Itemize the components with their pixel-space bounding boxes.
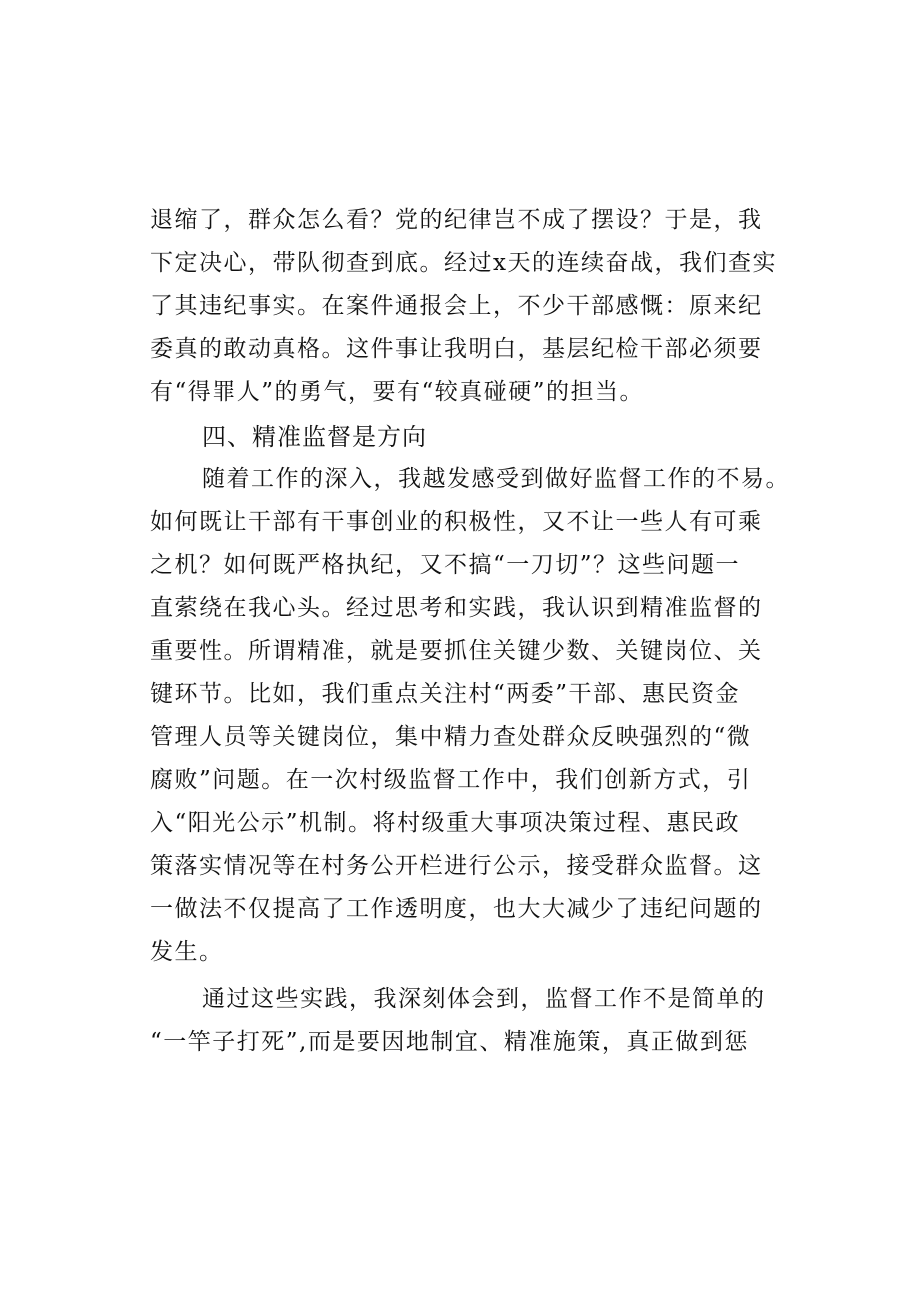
text-line: 随着工作的深入，我越发感受到做好监督工作的不易。 (202, 466, 790, 492)
text-line: 如何既让干部有干事创业的积极性，又不让一些人有可乘 (150, 509, 763, 535)
text-line: “一竿子打死”,而是要因地制宜、精准施策，真正做到惩 (150, 1029, 749, 1055)
text-line: 腐败”问题。在一次村级监督工作中，我们创新方式，引 (150, 767, 752, 793)
text-line: 退缩了，群众怎么看？党的纪律岂不成了摆设？于是，我 (150, 207, 763, 233)
text-line: 有“得罪人”的勇气，要有“较真碰硬”的担当。 (150, 379, 645, 405)
section-heading: 四、精准监督是方向 (202, 423, 427, 451)
text-line: 通过这些实践，我深刻体会到，监督工作不是简单的 (202, 986, 766, 1012)
text-line: 策落实情况等在村务公开栏进行公示，接受群众监督。这 (150, 853, 763, 879)
text-line: 一做法不仅提高了工作透明度，也大大减少了违纪问题的 (150, 896, 763, 922)
text-line: 键环节。比如，我们重点关注村“两委”干部、惠民资金 (150, 681, 741, 707)
text-line: 下定决心，带队彻查到底。经过x天的连续奋战，我们查实 (150, 250, 777, 276)
text-line: 管理人员等关键岗位，集中精力查处群众反映强烈的“微 (150, 724, 752, 750)
text-line: 发生。 (150, 939, 224, 965)
text-line: 委真的敢动真格。这件事让我明白，基层纪检干部必须要 (150, 336, 763, 362)
text-line: 了其违纪事实。在案件通报会上，不少干部感慨：原来纪 (150, 293, 763, 319)
text-line: 之机？如何既严格执纪，又不搞“一刀切”？这些问题一 (150, 552, 741, 578)
text-line: 重要性。所谓精准，就是要抓住关键少数、关键岗位、关 (150, 638, 763, 664)
text-line: 直萦绕在我心头。经过思考和实践，我认识到精准监督的 (150, 595, 763, 621)
text-line: 入“阳光公示”机制。将村级重大事项决策过程、惠民政 (150, 810, 741, 836)
